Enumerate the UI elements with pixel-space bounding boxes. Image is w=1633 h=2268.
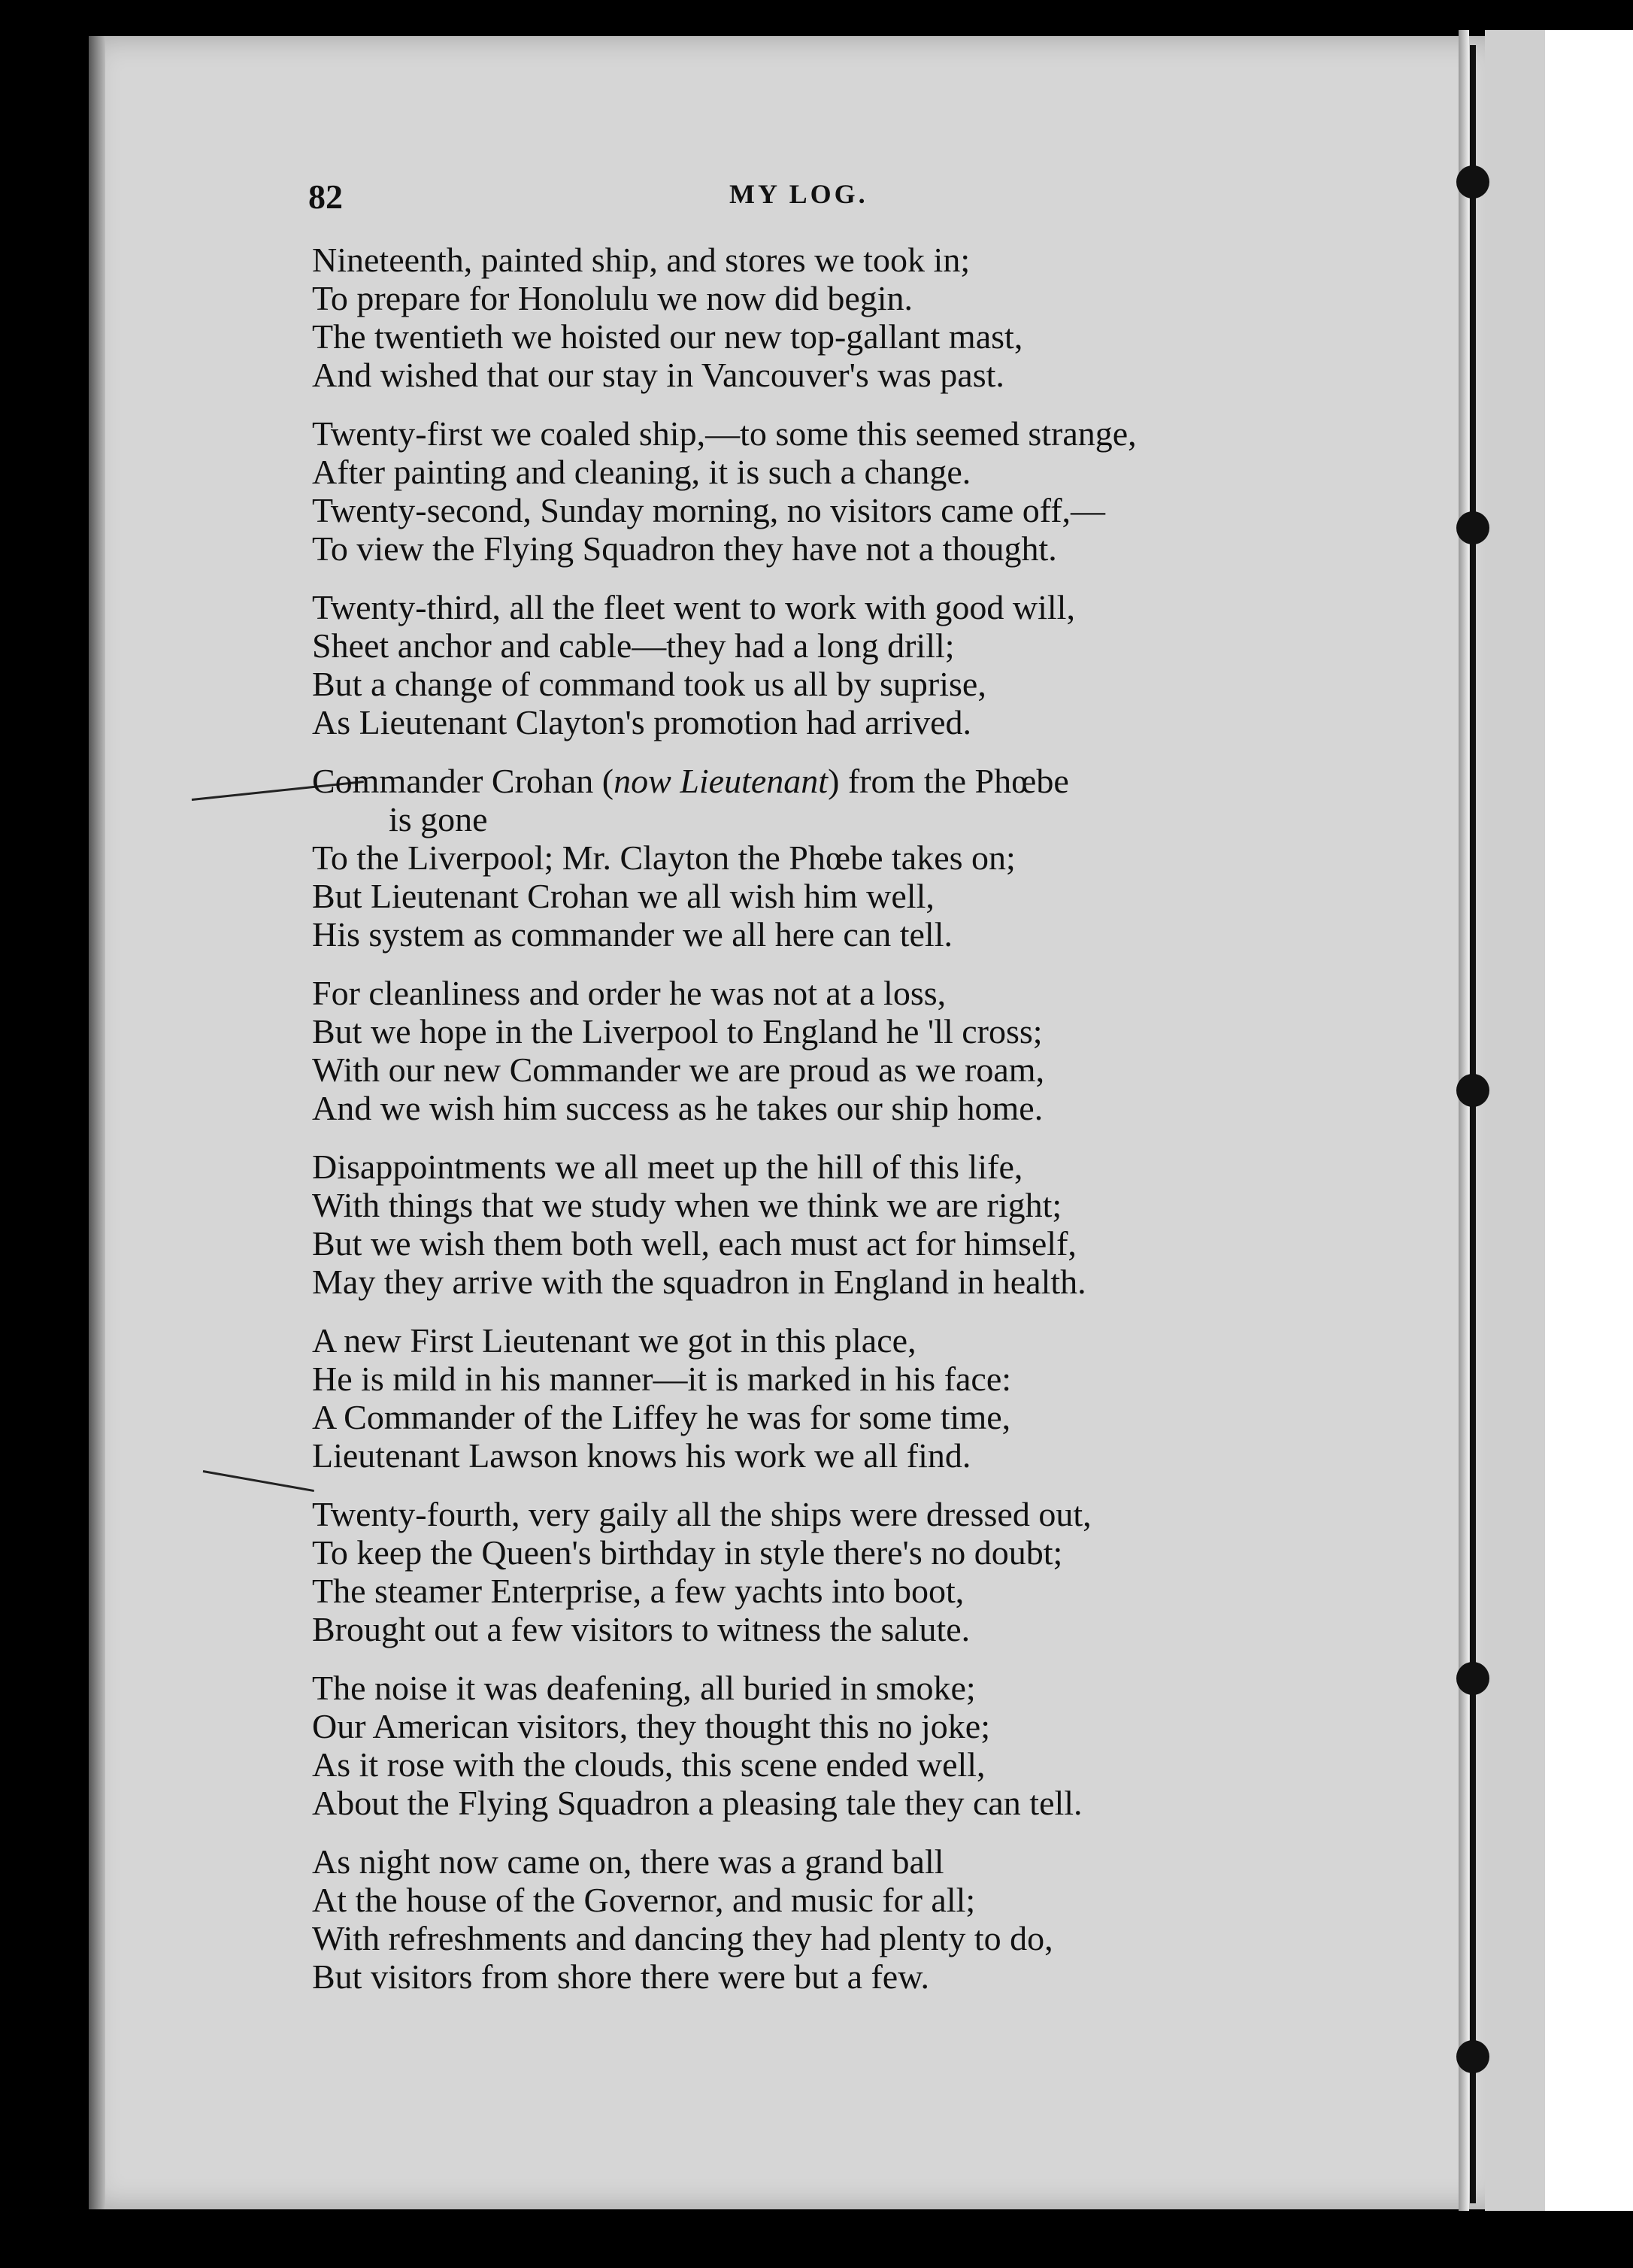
poem-line: The steamer Enterprise, a few yachts into boot, [312, 1572, 965, 1610]
poem-line: For cleanliness and order he was not at a loss, [312, 974, 947, 1012]
binding-spine [1470, 45, 1476, 2203]
poem-line: Our American visitors, they thought this no joke; [312, 1707, 991, 1745]
stanza [312, 1495, 1402, 1648]
poem-line: Disappointments we all meet up the hill of this life, [312, 1148, 1023, 1186]
poem-line: His system as commander we all here can tell. [312, 915, 953, 954]
poem-line: But a change of command took us all by suprise, [312, 665, 986, 703]
binding-rivet [1456, 1074, 1489, 1107]
poem-line: But Lieutenant Crohan we all wish him well, [312, 877, 935, 915]
poem-line: To keep the Queen's birthday in style there's no doubt; [312, 1533, 1063, 1572]
poem-line: Nineteenth, painted ship, and stores we took in; [312, 241, 971, 279]
poem-line: As night now came on, there was a grand ball [312, 1842, 944, 1881]
running-title: MY LOG. [729, 179, 868, 209]
page-number: 82 [308, 177, 343, 216]
poem-line: Lieutenant Lawson knows his work we all find. [312, 1436, 971, 1475]
facing-page-edge [1545, 30, 1633, 2211]
poem-line: He is mild in his manner—it is marked in his face: [312, 1360, 1012, 1398]
poem-line: Twenty-first we coaled ship,—to some this seemed strange, [312, 414, 1137, 453]
stanza [312, 414, 1402, 568]
poem-line: Twenty-third, all the fleet went to work with good will, [312, 588, 1075, 626]
poem-line: And wished that our stay in Vancouver's was past. [312, 356, 1004, 394]
poem-line: About the Flying Squadron a pleasing tale they can tell. [312, 1784, 1083, 1822]
page-edge-shadow [89, 36, 105, 2209]
poem-line: With refreshments and dancing they had plenty to do, [312, 1919, 1053, 1957]
poem-line: May they arrive with the squadron in England in health. [312, 1263, 1086, 1301]
stanza [312, 1669, 1402, 1822]
poem-line: The noise it was deafening, all buried in smoke; [312, 1669, 976, 1707]
binding-rivet [1456, 2040, 1489, 2073]
stanza [312, 1148, 1402, 1301]
poem-line: At the house of the Governor, and music for all; [312, 1881, 976, 1919]
poem-line: Commander Crohan (now Lieutenant) from the Phœbe [312, 762, 1069, 800]
binding-rivet [1456, 1662, 1489, 1695]
page-header [308, 177, 1286, 222]
poem-line: But we wish them both well, each must act for himself, [312, 1224, 1077, 1263]
poem-line: To prepare for Honolulu we now did begin. [312, 279, 913, 317]
poem-line: But we hope in the Liverpool to England he 'll cross; [312, 1012, 1043, 1051]
poem-line: To view the Flying Squadron they have not a thought. [312, 529, 1057, 568]
poem-line: As it rose with the clouds, this scene ended well, [312, 1745, 986, 1784]
stanza [312, 1321, 1402, 1475]
stanza [312, 1842, 1402, 1996]
stanza [312, 241, 1402, 394]
poem-line: A Commander of the Liffey he was for some time, [312, 1398, 1011, 1436]
binding-shadow [1459, 30, 1469, 2211]
poem-line: But visitors from shore there were but a few. [312, 1957, 929, 1996]
poem-line: After painting and cleaning, it is such a change. [312, 453, 971, 491]
binding-rivet [1456, 165, 1489, 199]
stanza [312, 762, 1402, 954]
poem-line: A new First Lieutenant we got in this place, [312, 1321, 916, 1360]
poem-line: As Lieutenant Clayton's promotion had arrived. [312, 703, 971, 741]
poem-line: And we wish him success as he takes our ship home. [312, 1089, 1044, 1127]
stanza [312, 588, 1402, 741]
poem-line: To the Liverpool; Mr. Clayton the Phœbe takes on; [312, 838, 1016, 877]
poem-line: Twenty-second, Sunday morning, no visitors came off,— [312, 491, 1106, 529]
poem-text [312, 241, 1402, 2016]
poem-line: Twenty-fourth, very gaily all the ships were dressed out, [312, 1495, 1092, 1533]
poem-line: is gone [389, 800, 488, 838]
poem-line: With things that we study when we think we are right; [312, 1186, 1062, 1224]
binding-gutter [1485, 30, 1545, 2211]
poem-line: With our new Commander we are proud as we roam, [312, 1051, 1045, 1089]
poem-line: Brought out a few visitors to witness the salute. [312, 1610, 971, 1648]
poem-line: Sheet anchor and cable—they had a long drill; [312, 626, 955, 665]
stanza [312, 974, 1402, 1127]
binding-rivet [1456, 511, 1489, 544]
poem-line: The twentieth we hoisted our new top-gallant mast, [312, 317, 1023, 356]
